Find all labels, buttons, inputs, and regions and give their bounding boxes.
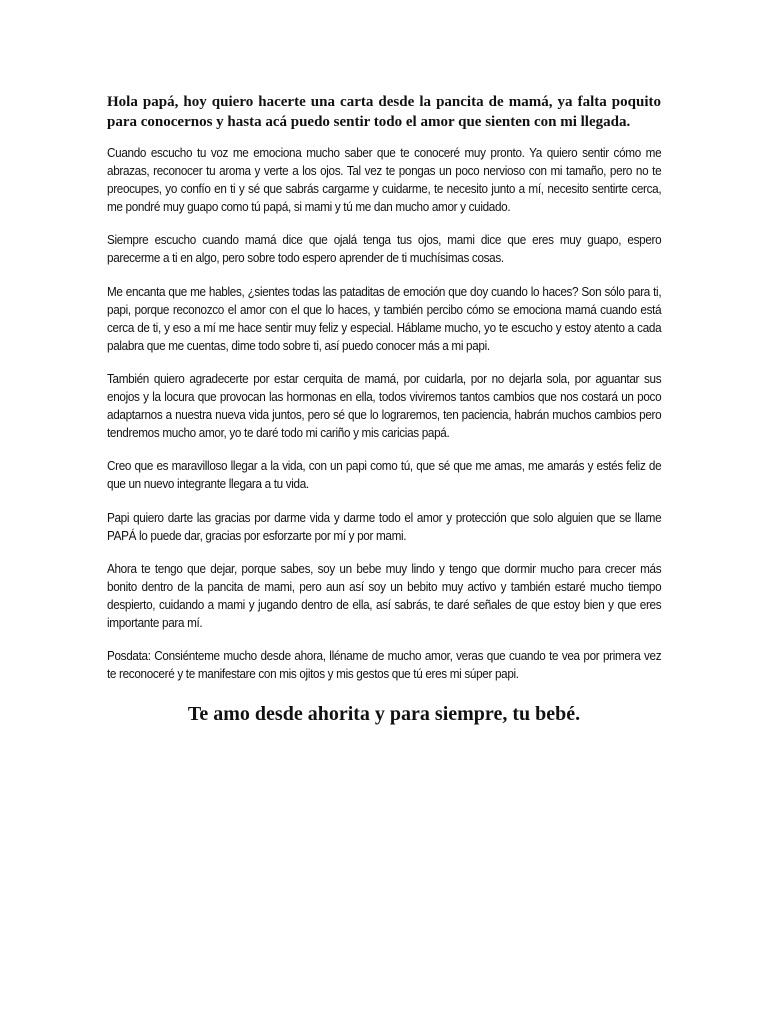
letter-closing: Te amo desde ahorita y para siempre, tu bebé. (187, 703, 581, 726)
letter-page (107, 92, 661, 726)
letter-paragraph-2: Siempre escucho cuando mamá dice que ojalá tenga tus ojos, mami dice que eres muy guapo, espero parecerme a ti en algo, pero sobre todo espero aprender de ti muchísimas cosas. (107, 233, 662, 266)
letter-paragraph-6: Papi quiero darte las gracias por darme vida y darme todo el amor y protección que solo alguien que se llame PAPÁ lo puede dar, gracias por esforzarte por mí y por mami. (107, 510, 662, 543)
letter-paragraph-7: Ahora te tengo que dejar, porque sabes, soy un bebe muy lindo y tengo que dormir mucho para crecer más bonito dentro de la pancita de mami, pero aun así soy un bebito muy activo y también estaré mucho tiempo despierto, cuidando a mami y jugando dentro de ella, así sabrás, te daré señales de que estoy bien y que eres importante para mí. (107, 561, 662, 630)
letter-intro: Hola papá, hoy quiero hacerte una carta desde la pancita de mamá, ya falta poquito para conocernos y hasta acá puedo sentir todo el amor que sienten con mi llegada. (107, 94, 661, 130)
letter-paragraph-4: También quiero agradecerte por estar cerquita de mamá, por cuidarla, por no dejarla sola, por aguantar sus enojos y la locura que provocan las hormonas en ella, todos viviremos tantos cambios que nos costará un poco adaptarnos a nuestra nueva vida juntos, pero sé que lo lograremos, ten paciencia, habrán muchos cambios pero tendremos mucho amor, yo te daré todo mi cariño y mis caricias papá. (107, 371, 662, 441)
letter-paragraph-3: Me encanta que me hables, ¿sientes todas las pataditas de emoción que doy cuando lo haces? Son sólo para ti, papi, porque reconozco el amor con el que lo haces, y también percibo cómo se emociona mamá cuando está cerca de ti, y eso a mí me hace sentir muy feliz y especial. Háblame mucho, yo te escucho y estoy atento a cada palabra que me cuentas, dime todo sobre ti, así puedo conocer más a mi papi. (107, 284, 662, 353)
letter-paragraph-1: Cuando escucho tu voz me emociona mucho saber que te conoceré muy pronto. Ya quiero sentir cómo me abrazas, reconocer tu aroma y verte a los ojos. Tal vez te pongas un poco nervioso con mi tamaño, pero no te preocupes, yo confío en ti y sé que sabrás cargarme y cuidarme, te necesito junto a mí, necesito sentirte cerca, me pondré muy guapo como tú papá, si mami y tú me dan mucho amor y cuidado. (107, 146, 662, 215)
letter-paragraph-5: Creo que es maravilloso llegar a la vida, con un papi como tú, que sé que me amas, me amarás y estés feliz de que un nuevo integrante llegara a tu vida. (107, 459, 662, 492)
letter-paragraph-8: Posdata: Consiénteme mucho desde ahora, lléname de mucho amor, veras que cuando te vea por primera vez te reconoceré y te manifestare con mis ojitos y mis gestos que tú eres mi súper papi. (107, 649, 662, 682)
